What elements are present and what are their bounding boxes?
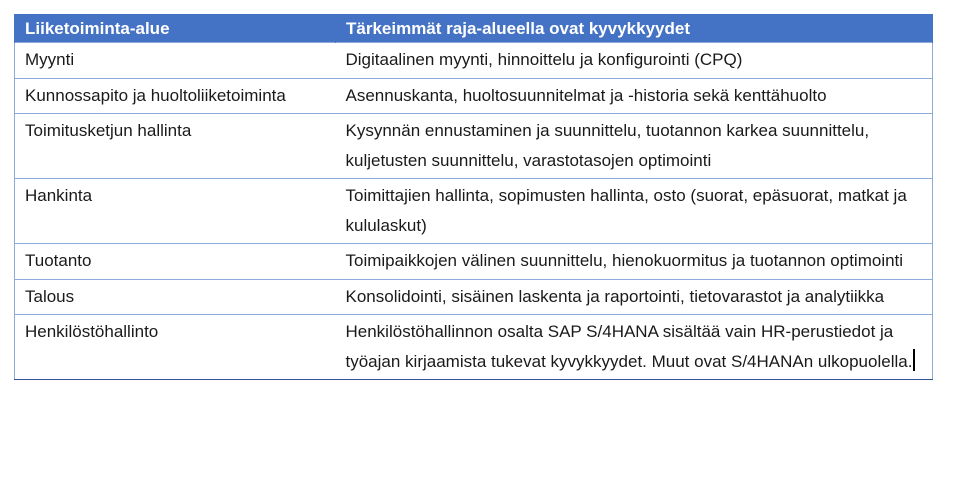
- table-row: [15, 179, 933, 244]
- table-row: [15, 43, 933, 79]
- table-row: [15, 315, 933, 380]
- column-header-area: Liiketoiminta-alue: [15, 14, 336, 43]
- capabilities-cell[interactable]: Digitaalinen myynti, hinnoittelu ja konfigurointi (CPQ): [336, 43, 933, 79]
- column-header-capabilities: Tärkeimmät raja-alueella ovat kyvykkyydet: [336, 14, 933, 43]
- text-cursor: [913, 349, 915, 371]
- table-row: [15, 244, 933, 280]
- capabilities-cell[interactable]: Toimipaikkojen välinen suunnittelu, hienokuormitus ja tuotannon optimointi: [336, 244, 933, 280]
- table-header-row: [15, 14, 933, 43]
- capabilities-cell[interactable]: [336, 315, 933, 380]
- business-area-table: [14, 14, 933, 380]
- capabilities-text: Henkilöstöhallinnon osalta SAP S/4HANA sisältää vain HR-perustiedot ja työajan kirjaamista tukevat kyvykkyydet. Muut ovat S/4HANAn ulkopuolella.: [345, 322, 913, 371]
- table-row: [15, 78, 933, 114]
- area-cell[interactable]: Henkilöstöhallinto: [15, 315, 336, 380]
- table-body: [15, 43, 933, 380]
- area-cell[interactable]: Toimitusketjun hallinta: [15, 114, 336, 179]
- area-cell[interactable]: Myynti: [15, 43, 336, 79]
- area-cell[interactable]: Hankinta: [15, 179, 336, 244]
- table-row: [15, 114, 933, 179]
- capabilities-cell[interactable]: Asennuskanta, huoltosuunnitelmat ja -historia sekä kenttähuolto: [336, 78, 933, 114]
- table-header: [15, 14, 933, 43]
- area-cell[interactable]: Talous: [15, 279, 336, 315]
- table-row: [15, 279, 933, 315]
- area-cell[interactable]: Tuotanto: [15, 244, 336, 280]
- capabilities-cell[interactable]: Toimittajien hallinta, sopimusten hallinta, osto (suorat, epäsuorat, matkat ja kululaskut): [336, 179, 933, 244]
- area-cell[interactable]: Kunnossapito ja huoltoliiketoiminta: [15, 78, 336, 114]
- capabilities-cell[interactable]: Kysynnän ennustaminen ja suunnittelu, tuotannon karkea suunnittelu, kuljetusten suunnittelu, varastotasojen optimointi: [336, 114, 933, 179]
- capabilities-cell[interactable]: Konsolidointi, sisäinen laskenta ja raportointi, tietovarastot ja analytiikka: [336, 279, 933, 315]
